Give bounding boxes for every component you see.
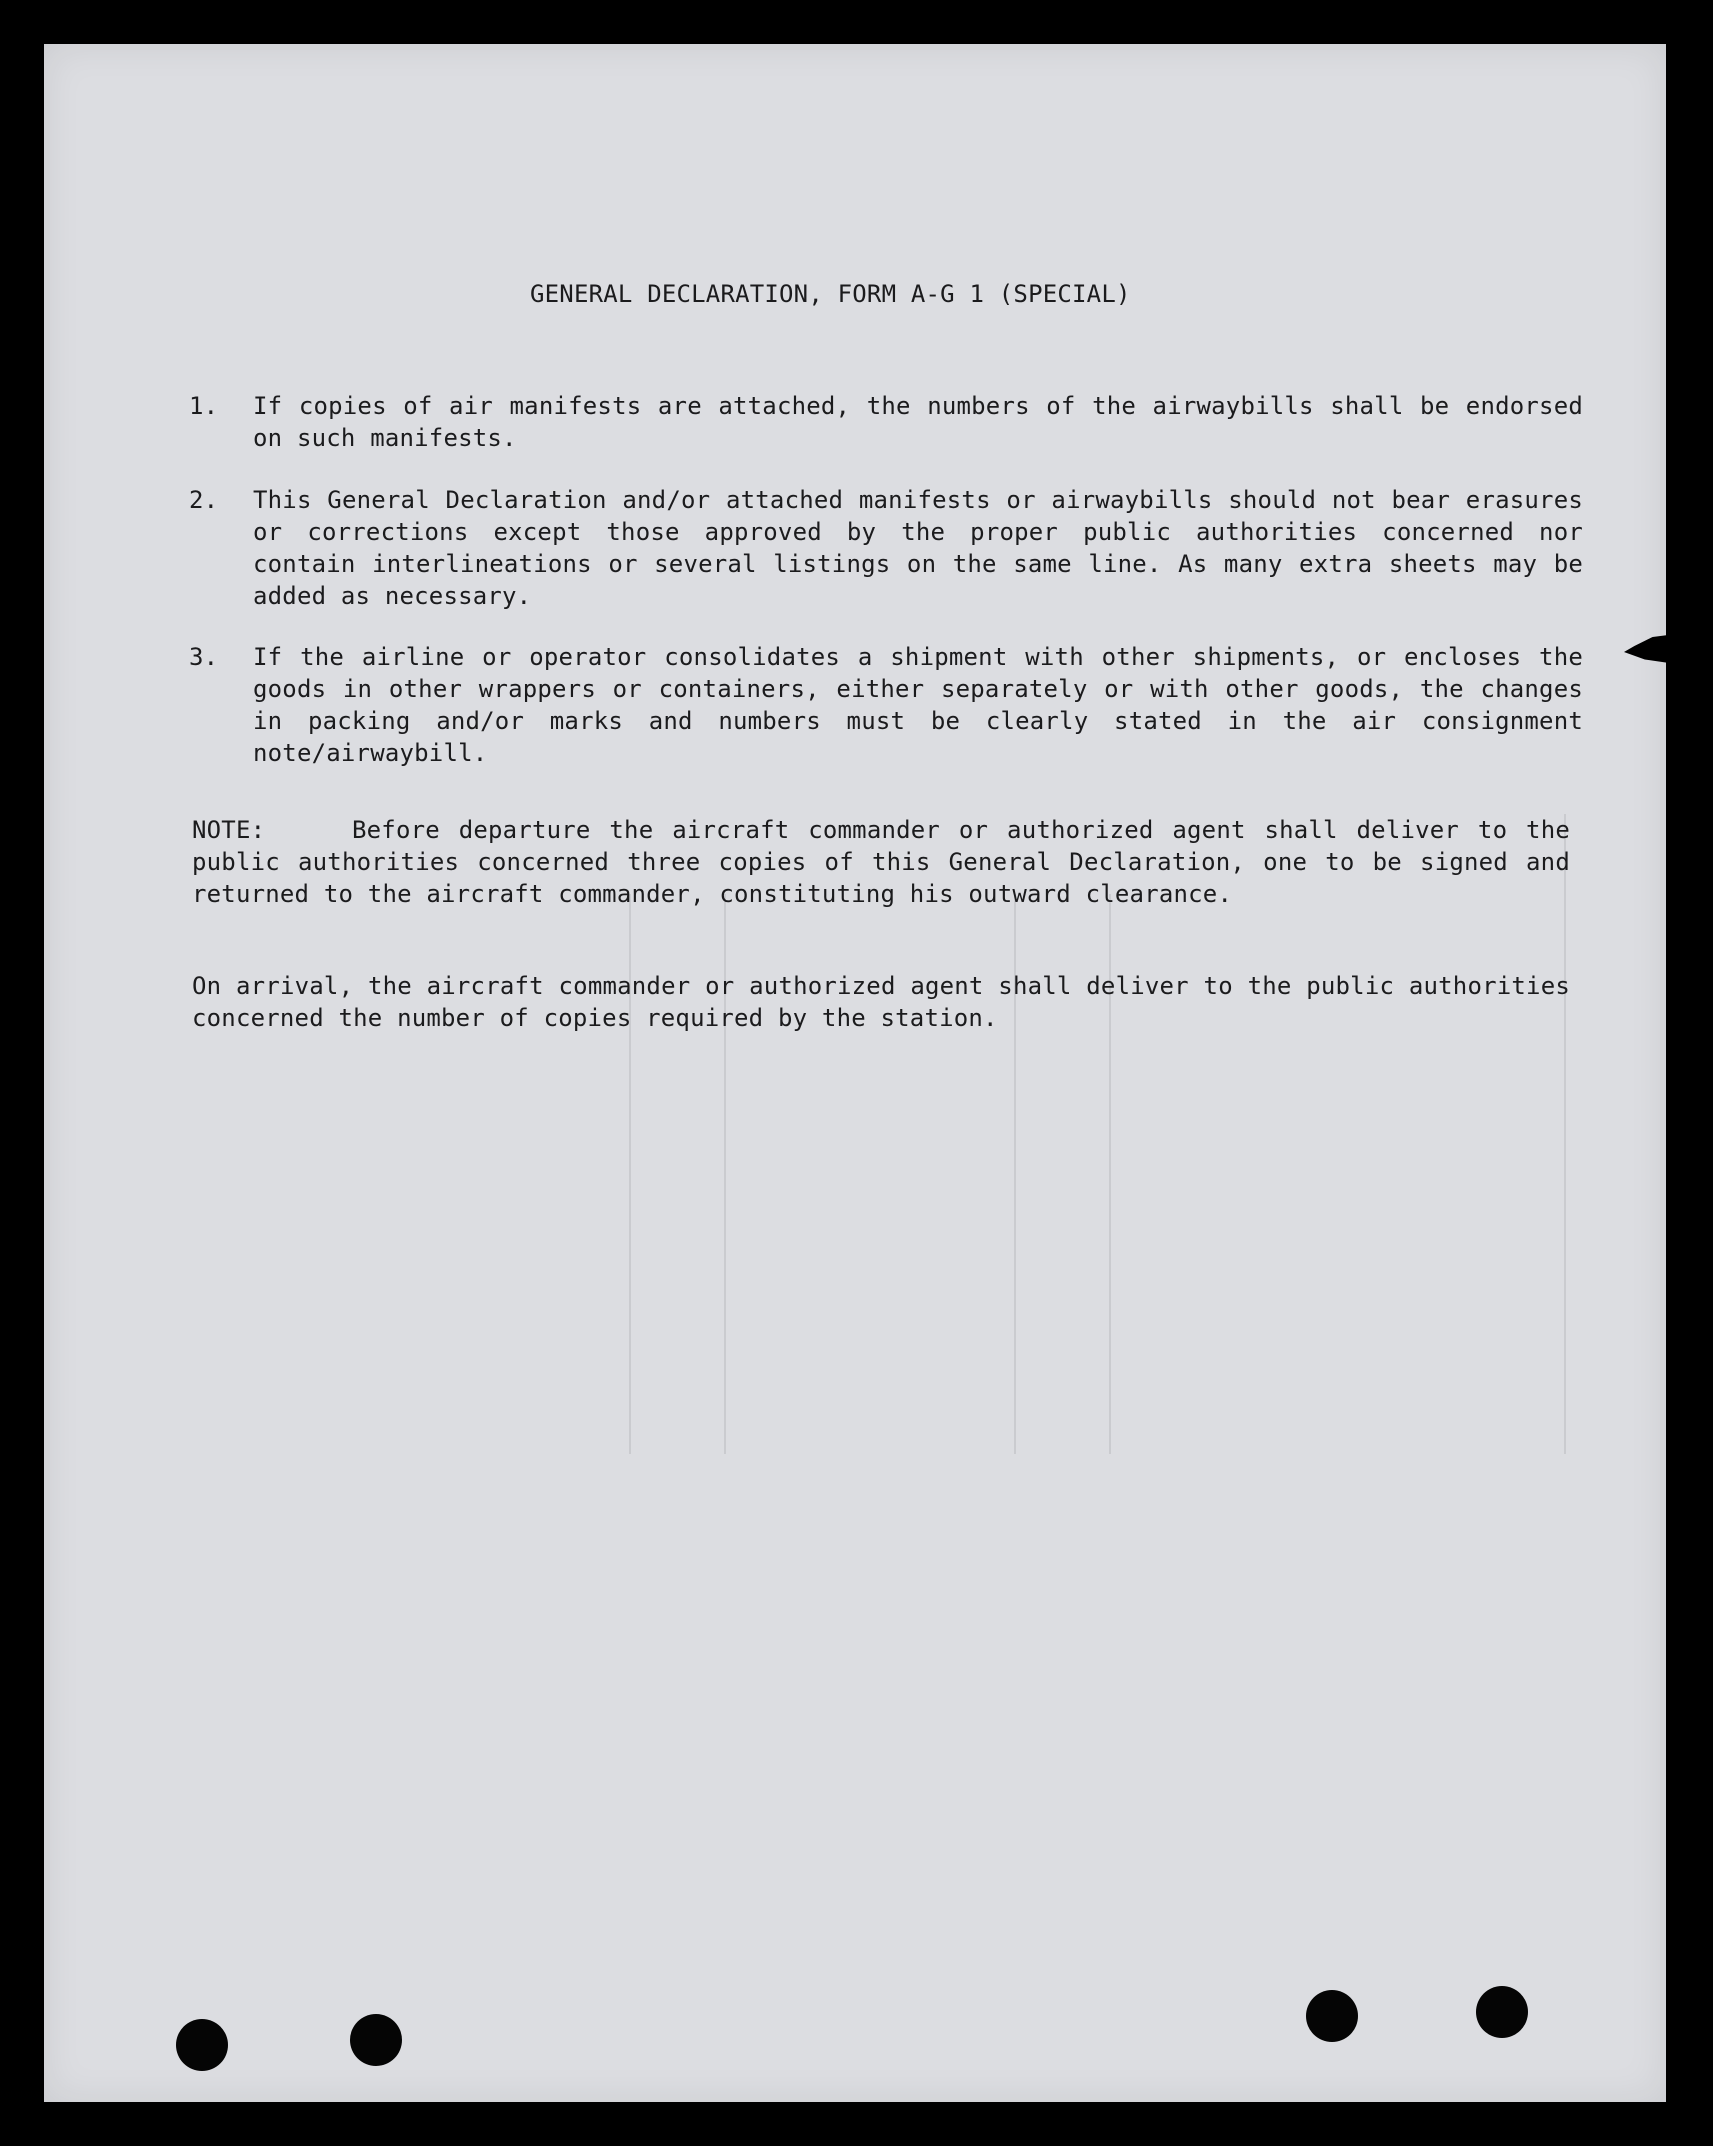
item-number: 2. — [189, 486, 219, 514]
item-text: If copies of air manifests are attached, the numbers of the airwaybills shall be endorsed on such manifests. — [253, 392, 1583, 452]
item-number: 3. — [189, 643, 219, 671]
item-text: If the airline or operator consolidates a shipment with other shipments, or encloses the goods in other wrappers or containers, either separately or with other goods, the changes in packing and/or marks and numbers must be clearly stated in the air consignment note/airwaybill. — [253, 643, 1583, 767]
bleed-through-line — [1564, 814, 1566, 1454]
note-paragraph — [192, 814, 1570, 910]
note-label: NOTE: — [192, 816, 266, 844]
item-number: 1. — [189, 392, 219, 420]
arrival-paragraph: On arrival, the aircraft commander or authorized agent shall deliver to the public authorities concerned the number of copies required by the station. — [192, 972, 1570, 1032]
punch-hole — [350, 2014, 402, 2066]
punch-hole — [1306, 1990, 1358, 2042]
torn-edge — [1624, 634, 1676, 664]
form-title: GENERAL DECLARATION, FORM A-G 1 (SPECIAL) — [530, 280, 1131, 308]
note-text: Before departure the aircraft commander or authorized agent shall deliver to the public authorities concerned three copies of this General Declaration, one to be signed and returned to the aircraft commander, constituting his outward clearance. — [192, 816, 1570, 908]
punch-hole — [1476, 1986, 1528, 2038]
document-page — [44, 44, 1666, 2102]
item-text: This General Declaration and/or attached manifests or airwaybills should not bear erasures or corrections except those approved by the proper public authorities concerned nor contain interlineations or several listings on the same line. As many extra sheets may be added as necessary. — [253, 486, 1583, 610]
punch-hole — [176, 2019, 228, 2071]
